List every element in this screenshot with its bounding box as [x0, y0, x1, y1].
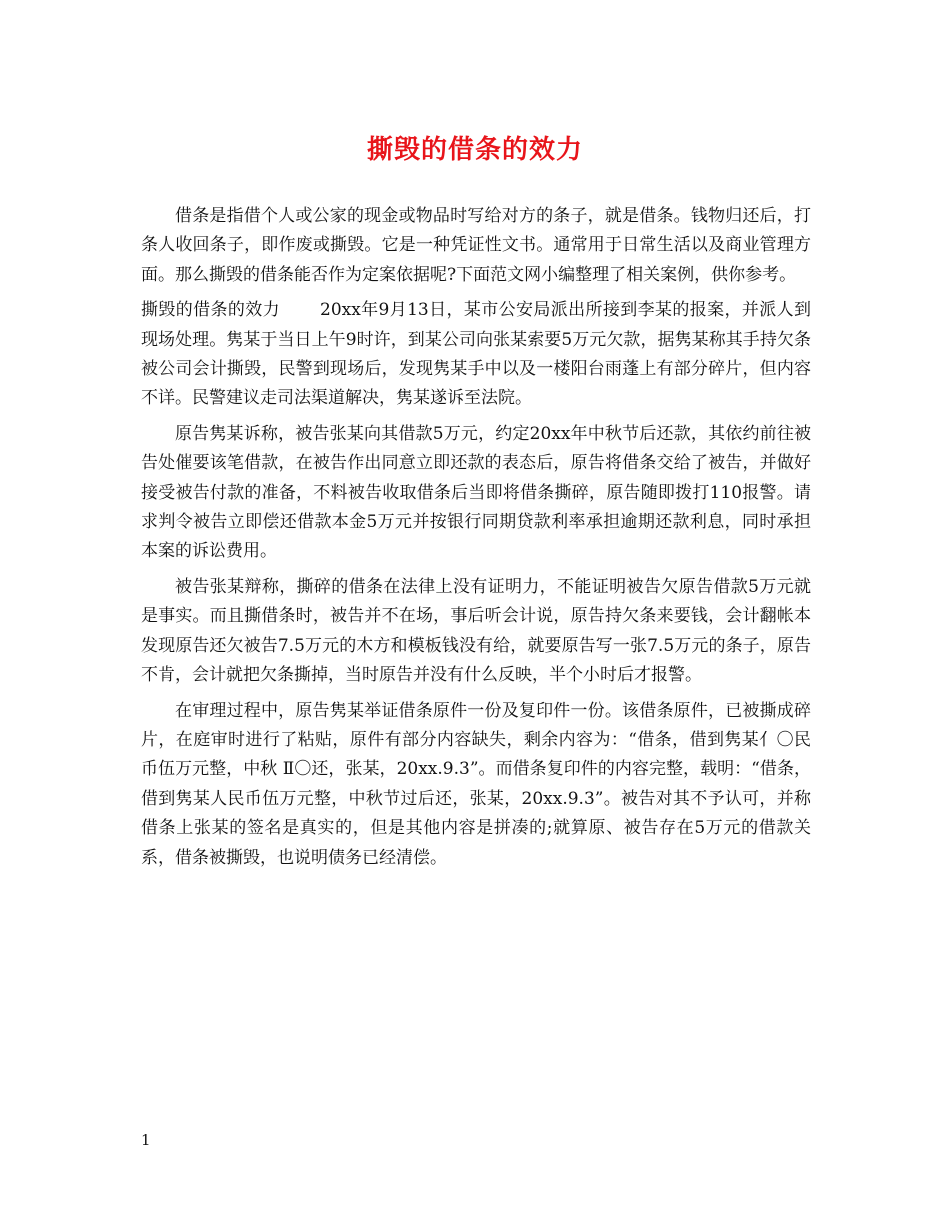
trial-evidence-paragraph: 在审理过程中，原告隽某举证借条原件一份及复印件一份。该借条原件，已被撕成碎片，在庭审时进行了粘贴，原件有部分内容缺失，剩余内容为：“借条，借到隽某亻〇民币伍万元整，中秋 Ⅱ〇还，张某，20xx.9.3”。而借条复印件的内容完整，载明：“借条，借到隽某人民币伍万元整，中秋节过后还，张某，20xx.9.3”。被告对其不予认可，并称借条上张某的签名是真实的，但是其他内容是拼凑的;就算原、被告存在5万元的借款关系，借条被撕毁，也说明债务已经清偿。 [141, 700, 811, 868]
page-number: 1 [141, 1131, 151, 1149]
document-title: 撕毁的借条的效力 [366, 135, 583, 165]
intro-paragraph: 借条是指借个人或公家的现金或物品时写给对方的条子，就是借条。钱物归还后，打条人收回条子，即作废或撕毁。它是一种凭证性文书。通常用于日常生活以及商业管理方面。那么撕毁的借条能否作为定案依据呢?下面范文网小编整理了相关案例，供你参考。 [141, 206, 811, 285]
case-paragraph [141, 296, 811, 414]
plaintiff-claim-paragraph: 原告隽某诉称，被告张某向其借款5万元，约定20xx年中秋节后还款，其依约前往被告处催要该笔借款，在被告作出同意立即还款的表态后，原告将借条交给了被告，并做好接受被告付款的准备，不料被告收取借条后当即将借条撕碎，原告随即拨打110报警。请求判令被告立即偿还借款本金5万元并按银行同期贷款利率承担逾期还款利息，同时承担本案的诉讼费用。 [141, 423, 811, 562]
case-heading: 撕毁的借条的效力 [141, 300, 280, 321]
defendant-defense-paragraph: 被告张某辩称，撕碎的借条在法律上没有证明力，不能证明被告欠原告借款5万元就是事实。而且撕借条时，被告并不在场，事后听会计说，原告持欠条来要钱，会计翻帐本发现原告还欠被告7.5万元的木方和模板钱没有给，就要原告写一张7.5万元的条子，原告不肯，会计就把欠条撕掉，当时原告并没有什么反映，半个小时后才报警。 [141, 576, 811, 686]
case-intro: 20xx年9月13日，某市公安局派出所接到李某的报案，并派人到现场处理。隽某于当日上午9时许，到某公司向张某索要5万元欠款，据隽某称其手持欠条被公司会计撕毁，民警到现场后，发现隽某手中以及一楼阳台雨蓬上有部分碎片，但内容不详。民警建议走司法渠道解决，隽某遂诉至法院。 [141, 300, 811, 409]
document-body [141, 202, 811, 879]
